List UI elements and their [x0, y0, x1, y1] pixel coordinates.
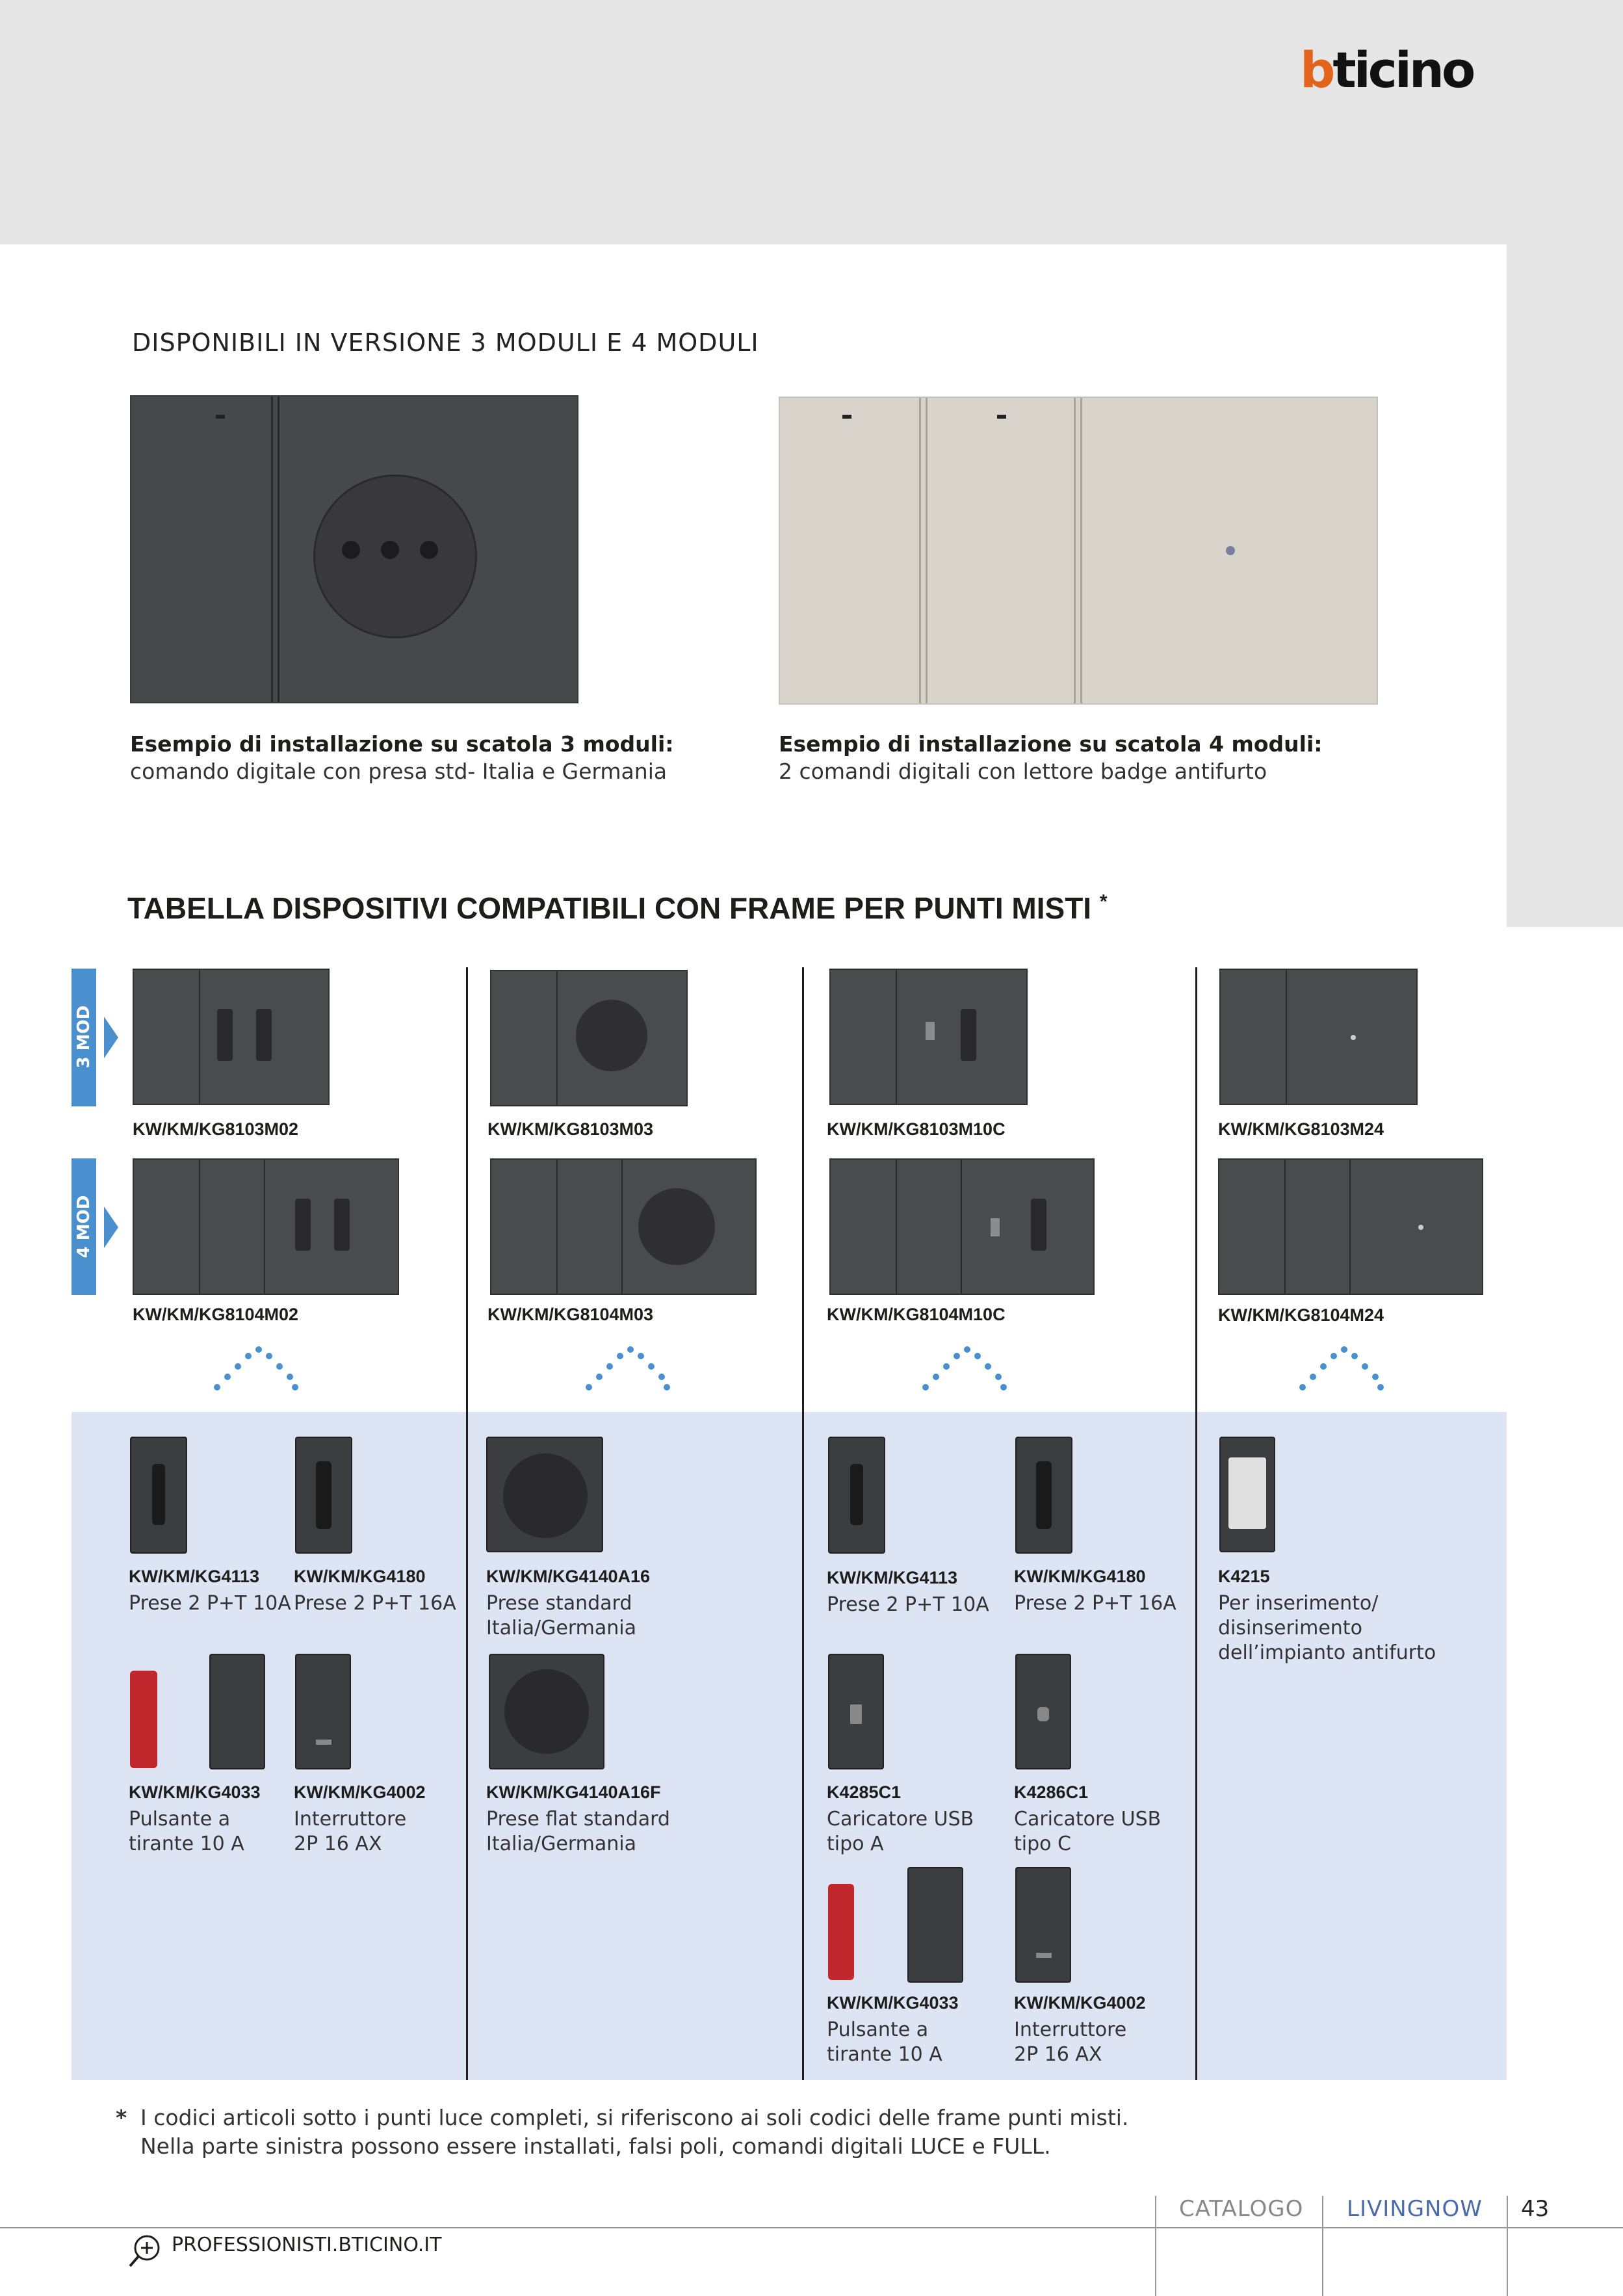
device-desc: Interruttore — [1014, 2018, 1127, 2041]
device-code: KW/KM/KG4140A16F — [486, 1782, 661, 1802]
switch-device — [1015, 1867, 1071, 1983]
example-1-text: comando digitale con presa std- Italia e Germania — [130, 759, 668, 784]
frame-thumb — [829, 969, 1028, 1105]
mod-4-tag: 4 MOD — [71, 1158, 96, 1295]
frame-code: KW/KM/KG8103M02 — [133, 1119, 299, 1139]
bticino-logo[interactable]: bticino — [1300, 41, 1474, 99]
example-plate-3-modules — [130, 395, 578, 703]
device-code: KW/KM/KG4113 — [827, 1568, 958, 1587]
dotted-chevron-icon — [922, 1346, 1007, 1391]
footer-section: CATALOGO — [1179, 2196, 1304, 2222]
device-desc: Prese 2 P+T 10A — [827, 1593, 989, 1616]
device-code: KW/KM/KG4002 — [294, 1782, 426, 1802]
frame-thumb — [829, 1158, 1095, 1295]
device-desc: Prese standard — [486, 1592, 632, 1615]
device-code: KW/KM/KG4140A16 — [486, 1567, 651, 1586]
device-desc: Prese 2 P+T 16A — [294, 1592, 456, 1615]
dotted-chevron-icon — [213, 1346, 299, 1391]
schuko-socket-device — [486, 1437, 603, 1552]
footer-divider — [1155, 2196, 1156, 2296]
pull-cord-icon — [130, 1671, 157, 1768]
example-plate-4-modules — [779, 397, 1378, 705]
device-desc: Prese 2 P+T 10A — [129, 1592, 291, 1615]
device-desc: 2P 16 AX — [294, 1833, 382, 1855]
column-divider — [802, 967, 804, 2080]
device-code: KW/KM/KG4180 — [1014, 1567, 1146, 1586]
device-desc: tirante 10 A — [129, 1833, 244, 1855]
frame-thumb — [1218, 1158, 1483, 1295]
frame-thumb — [133, 1158, 399, 1295]
footer-divider — [1322, 2196, 1323, 2296]
device-code: K4286C1 — [1014, 1782, 1089, 1802]
device-code: KW/KM/KG4180 — [294, 1567, 426, 1586]
frame-thumb — [490, 970, 688, 1106]
usb-c-charger-device — [1015, 1654, 1071, 1769]
device-code: KW/KM/KG4033 — [129, 1782, 261, 1802]
device-desc: Prese 2 P+T 16A — [1014, 1592, 1176, 1615]
footer-subsection: LIVINGNOW — [1347, 2196, 1483, 2222]
device-desc: 2P 16 AX — [1014, 2043, 1102, 2066]
device-desc: tipo A — [827, 1833, 884, 1855]
socket-device — [130, 1437, 187, 1554]
footnote-line-1: I codici articoli sotto i punti luce completi, si riferiscono ai soli codici delle frame punti misti. — [140, 2105, 1129, 2130]
example-2-title: Esempio di installazione su scatola 4 moduli: — [779, 731, 1323, 757]
devices-band — [71, 1412, 1507, 2080]
device-code: KW/KM/KG4113 — [129, 1567, 260, 1586]
column-divider — [466, 967, 468, 2080]
example-2-text: 2 comandi digitali con lettore badge antifurto — [779, 759, 1267, 784]
device-desc: tipo C — [1014, 1833, 1071, 1855]
device-desc: Pulsante a — [129, 1808, 231, 1831]
badge-reader-device — [1219, 1437, 1275, 1552]
mod-3-arrow-icon — [104, 1017, 118, 1058]
pull-cord-icon — [828, 1884, 854, 1980]
socket-device — [295, 1437, 352, 1554]
flat-schuko-socket-device — [489, 1654, 604, 1769]
footnote-mark: * — [116, 2105, 127, 2130]
device-desc: Caricatore USB — [827, 1808, 974, 1831]
dotted-chevron-icon — [585, 1346, 671, 1391]
device-code: KW/KM/KG4033 — [827, 1993, 959, 2013]
frame-code: KW/KM/KG8103M24 — [1218, 1119, 1384, 1139]
device-desc: Caricatore USB — [1014, 1808, 1162, 1831]
column-divider — [1195, 967, 1197, 2080]
socket-device — [828, 1437, 885, 1554]
device-desc: disinserimento — [1218, 1617, 1362, 1639]
device-code: K4285C1 — [827, 1782, 902, 1802]
mod-3-tag: 3 MOD — [71, 969, 96, 1106]
mod-4-arrow-icon — [104, 1207, 118, 1248]
frame-thumb — [133, 969, 330, 1105]
usb-a-charger-device — [828, 1654, 884, 1769]
device-desc: dell’impianto antifurto — [1218, 1641, 1436, 1664]
frame-code: KW/KM/KG8104M10C — [827, 1305, 1006, 1324]
dotted-chevron-icon — [1299, 1346, 1384, 1391]
switch-device — [295, 1654, 351, 1769]
frame-code: KW/KM/KG8103M10C — [827, 1119, 1006, 1139]
page-number: 43 — [1521, 2196, 1550, 2222]
device-desc: Italia/Germania — [486, 1617, 637, 1639]
header-band — [0, 0, 1623, 244]
device-desc: Prese flat standard — [486, 1808, 670, 1831]
footer-divider — [1507, 2196, 1508, 2296]
device-desc: Interruttore — [294, 1808, 407, 1831]
frame-code: KW/KM/KG8103M03 — [487, 1119, 654, 1139]
device-desc: tirante 10 A — [827, 2043, 942, 2066]
device-desc: Per inserimento/ — [1218, 1592, 1379, 1615]
frame-thumb — [1219, 969, 1418, 1105]
table-heading: TABELLA DISPOSITIVI COMPATIBILI CON FRAME PER PUNTI MISTI * — [127, 891, 1108, 925]
professional-site-link[interactable]: PROFESSIONISTI.BTICINO.IT — [172, 2234, 442, 2256]
device-code: KW/KM/KG4002 — [1014, 1993, 1146, 2013]
footer-rule — [0, 2227, 1623, 2228]
device-code: K4215 — [1218, 1567, 1270, 1586]
pull-switch-device — [907, 1867, 963, 1983]
frame-code: KW/KM/KG8104M02 — [133, 1305, 299, 1324]
frame-thumb — [490, 1158, 757, 1295]
side-band — [1507, 244, 1623, 927]
intro-heading: DISPONIBILI IN VERSIONE 3 MODULI E 4 MODULI — [132, 328, 759, 357]
frame-code: KW/KM/KG8104M24 — [1218, 1305, 1384, 1325]
footnote-line-2: Nella parte sinistra possono essere installati, falsi poli, comandi digitali LUCE e FULL. — [140, 2133, 1051, 2159]
device-desc: Italia/Germania — [486, 1833, 637, 1855]
frame-code: KW/KM/KG8104M03 — [487, 1305, 654, 1324]
search-plus-icon — [127, 2232, 164, 2271]
example-1-title: Esempio di installazione su scatola 3 moduli: — [130, 731, 674, 757]
device-desc: Pulsante a — [827, 2018, 929, 2041]
pull-switch-device — [209, 1654, 265, 1769]
socket-device — [1015, 1437, 1072, 1554]
